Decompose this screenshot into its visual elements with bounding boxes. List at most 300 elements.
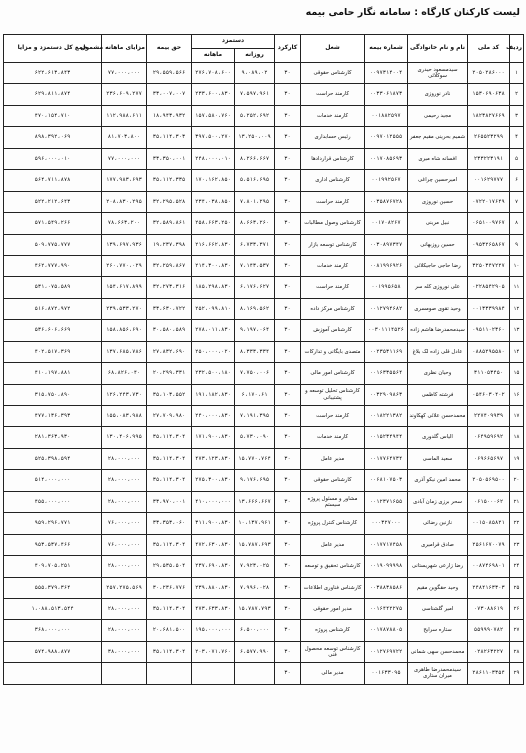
- employee-table: [3, 34, 524, 685]
- header-monthly: ماهانه: [192, 49, 235, 63]
- national-code-cell: ۰۰۱۵۰۸۵۸۲۱: [468, 513, 510, 534]
- table-row: [4, 513, 524, 534]
- insurance-number-cell: ۰۰۱۸۸۲۵۹۷: [365, 105, 408, 126]
- job-title-cell: کارشناس وصول مطالبات: [301, 213, 365, 234]
- daily-wage-cell: ۷،۹۹۶،۰۲۸: [235, 577, 275, 598]
- row-number-cell: ۱۳: [510, 320, 524, 341]
- monthly-wage-cell: ۲۳۹،۸۸۰،۸۳۰: [192, 577, 235, 598]
- full-name-cell: نازنین رضائی: [408, 513, 468, 534]
- workdays-cell: ۳۰: [275, 641, 301, 662]
- national-code-cell: ۰۷۳۰۸۸۶۱۹: [468, 598, 510, 619]
- row-number-cell: ۲۱: [510, 491, 524, 512]
- insurance-number-cell: ۰۰۱۲۳۷۱۶۵۵: [365, 491, 408, 512]
- monthly-wage-cell: ۲۷۸،۰۱۱،۸۳۰: [192, 320, 235, 341]
- total-pay-cell: ۴۷۷،۱۳۶،۳۹۳: [4, 406, 102, 427]
- workdays-cell: ۳۰: [275, 170, 301, 191]
- national-code-cell: ۰۶۵۱۰۰۹۷۶۷: [468, 213, 510, 234]
- header-insurance: شماره بیمه: [365, 35, 408, 63]
- full-name-cell: سحر برزی زمان آبادی: [408, 491, 468, 512]
- row-number-cell: ۲۴: [510, 556, 524, 577]
- total-pay-cell: ۴۱۰،۱۹۷،۸۸۱: [4, 363, 102, 384]
- daily-wage-cell: ۸،۱۶۹،۵۶۲: [235, 298, 275, 319]
- insurance-right-cell: ۳۳،۶۳۰،۷۲۲: [147, 298, 192, 319]
- daily-wage-cell: [235, 663, 275, 684]
- table-row: [4, 470, 524, 491]
- insurance-right-cell: ۲۹،۵۵۹،۵۶۶: [147, 63, 192, 84]
- monthly-benefits-cell: ۷۷،۰۰۰،۰۰۰: [102, 63, 147, 84]
- job-title-cell: کارشناس مرکز داده: [301, 298, 365, 319]
- monthly-benefits-cell: ۱۳۷،۶۸۵،۷۸۶: [102, 341, 147, 362]
- workdays-cell: ۳۰: [275, 384, 301, 405]
- national-code-cell: ۰۶۱۵۰۰۰۶۲: [468, 491, 510, 512]
- monthly-benefits-cell: ۱۵۵،۰۸۳،۹۸۸: [102, 406, 147, 427]
- row-number-cell: ۱۹: [510, 448, 524, 469]
- table-row: [4, 170, 524, 191]
- monthly-wage-cell: ۱۹۱،۱۸۲،۸۳۰: [192, 384, 235, 405]
- monthly-wage-cell: ۳۱۱،۹۰۰،۸۳۰: [192, 513, 235, 534]
- monthly-benefits-cell: ۱۵۴،۶۱۷،۸۹۹: [102, 277, 147, 298]
- full-name-cell: رضا زارعی شهریستانی: [408, 556, 468, 577]
- table-row: [4, 641, 524, 662]
- monthly-wage-cell: ۱۷۱،۹۰۰،۸۳۰: [192, 427, 235, 448]
- full-name-cell: نادر نوروزی: [408, 84, 468, 105]
- workdays-cell: ۳۰: [275, 470, 301, 491]
- row-number-cell: ۷: [510, 191, 524, 212]
- full-name-cell: محمدحسن سهی شمانی: [408, 641, 468, 662]
- total-pay-cell: ۸۹۸،۳۹۲،۰۶۹: [4, 127, 102, 148]
- workdays-cell: ۳۰: [275, 320, 301, 341]
- workdays-cell: ۳۰: [275, 363, 301, 384]
- insurance-number-cell: ۰۰۱۵۲۳۴۹۴۴: [365, 427, 408, 448]
- workdays-cell: ۳۰: [275, 234, 301, 255]
- monthly-benefits-cell: ۲۸،۰۰۰،۰۰۰: [102, 598, 147, 619]
- insurance-right-cell: ۲۷،۷۰۹،۹۸۰: [147, 406, 192, 427]
- insurance-number-cell: ۰۰۱۶۳۳۰۹۵: [365, 663, 408, 684]
- total-pay-cell: ۴۰۲،۵۱۷،۳۶۹: [4, 341, 102, 362]
- table-row: [4, 234, 524, 255]
- full-name-cell: افسانه شاه میری: [408, 148, 468, 169]
- total-pay-cell: ۹۵۹،۲۹۶،۷۷۱: [4, 513, 102, 534]
- national-code-cell: ۰۰۱۶۲۹۷۷۷: [468, 170, 510, 191]
- insurance-number-cell: ۰۰۱۲۷۶۹۷۲۲: [365, 641, 408, 662]
- header-job: شغل: [301, 35, 365, 63]
- row-number-cell: ۱۱: [510, 277, 524, 298]
- monthly-benefits-cell: ۶۸،۸۲۶،۰۴۰: [102, 363, 147, 384]
- table-row: [4, 127, 524, 148]
- monthly-wage-cell: ۲۳۷،۶۹۰،۸۳۰: [192, 556, 235, 577]
- workdays-cell: ۳۰: [275, 663, 301, 684]
- monthly-wage-cell: ۱۹۵،۰۰۰،۰۰۰: [192, 620, 235, 641]
- table-row: [4, 191, 524, 212]
- daily-wage-cell: ۹،۰۸۹،۰۲: [235, 63, 275, 84]
- insurance-number-cell: ۰۰۱۷۷۶۴۷۳۴: [365, 448, 408, 469]
- table-row: [4, 277, 524, 298]
- daily-wage-cell: ۱۳،۲۵۰،۰۰۹: [235, 127, 275, 148]
- national-code-cell: ۰۹۵۱۱۰۲۳۶۰: [468, 320, 510, 341]
- full-name-cell: محمدحسن علائی کهکاوند: [408, 406, 468, 427]
- table-row: [4, 406, 524, 427]
- monthly-wage-cell: ۲۴۸،۰۰۰،۰۱۰: [192, 148, 235, 169]
- monthly-wage-cell: ۴۷۳،۱۲۳،۸۳۰: [192, 448, 235, 469]
- insurance-right-cell: ۱۸،۹۴۳،۹۳۲: [147, 105, 192, 126]
- national-code-cell: ۳۱۱۰۵۳۴۵۰: [468, 363, 510, 384]
- table-row: [4, 620, 524, 641]
- workdays-cell: ۳۰: [275, 148, 301, 169]
- row-number-cell: ۱۶: [510, 384, 524, 405]
- monthly-benefits-cell: ۲۳۶،۶۰۹،۲۷۷: [102, 84, 147, 105]
- full-name-cell: سیدمحمدرضا هاشم زاده: [408, 320, 468, 341]
- row-number-cell: ۲: [510, 84, 524, 105]
- insurance-number-cell: ۰۰۳۰۸۹۷۳۴۷: [365, 234, 408, 255]
- job-title-cell: کارشناس پروژه: [301, 620, 365, 641]
- total-pay-cell: ۴۷۰،۱۵۴،۷۱۰: [4, 105, 102, 126]
- insurance-number-cell: ۰۰۸۱۹۹۶۹۲۶: [365, 255, 408, 276]
- insurance-number-cell: ۰۰۹۷۳۱۴۰۰۴: [365, 63, 408, 84]
- daily-wage-cell: ۶،۱۷۶،۶۲۷: [235, 277, 275, 298]
- table-row: [4, 341, 524, 362]
- insurance-right-cell: ۳۵،۱۰۳،۵۵۲: [147, 384, 192, 405]
- job-title-cell: کارمند حراست: [301, 277, 365, 298]
- job-title-cell: کارشناس حقوقی: [301, 470, 365, 491]
- insurance-right-cell: ۱۹،۲۳۷،۳۹۸: [147, 234, 192, 255]
- job-title-cell: مدیر مالی: [301, 663, 365, 684]
- workdays-cell: ۳۰: [275, 534, 301, 555]
- row-number-cell: ۶: [510, 170, 524, 191]
- document-title: لیست کارکنان کارگاه : سامانه نگار حامی بیمه: [305, 7, 520, 18]
- table-row: [4, 320, 524, 341]
- monthly-wage-cell: ۲۱۴،۳۰۰،۸۳۰: [192, 255, 235, 276]
- workdays-cell: ۳۰: [275, 298, 301, 319]
- total-pay-cell: [4, 663, 102, 684]
- insurance-right-cell: ۳۲،۲۷۳،۳۱۶: [147, 277, 192, 298]
- workdays-cell: ۳۰: [275, 491, 301, 512]
- insurance-right-cell: ۳۰،۲۳۶،۷۷۶: [147, 577, 192, 598]
- total-pay-cell: ۵۲۵،۳۹۸،۵۹۴: [4, 448, 102, 469]
- full-name-cell: امیرحسین چراغی: [408, 170, 468, 191]
- row-number-cell: ۱۰: [510, 255, 524, 276]
- job-title-cell: کارشناس قراردادها: [301, 148, 365, 169]
- monthly-wage-cell: ۲۵۲،۰۹۹،۸۱۰: [192, 298, 235, 319]
- daily-wage-cell: ۸،۳۳۳،۳۳۴: [235, 341, 275, 362]
- total-pay-cell: ۹۵۳،۵۳۷،۴۶۶: [4, 534, 102, 555]
- full-name-cell: سیدمسعود حیدری سوکلائی: [408, 63, 468, 84]
- full-name-cell: حسین نوروزی: [408, 191, 468, 212]
- table-row: [4, 598, 524, 619]
- table-row: [4, 427, 524, 448]
- insurance-number-cell: ۰۰۹۷۰۱۲۵۵۵: [365, 127, 408, 148]
- national-code-cell: ۲۲۷۴۰۹۹۳۹: [468, 406, 510, 427]
- monthly-benefits-cell: ۲۰۸،۸۳۰،۲۹۵: [102, 191, 147, 212]
- national-code-cell: ۰۷۲۲۰۱۷۶۴۹: [468, 191, 510, 212]
- monthly-wage-cell: ۳۹۷،۵۰۰،۲۷۰: [192, 127, 235, 148]
- row-number-cell: ۱۸: [510, 427, 524, 448]
- insurance-number-cell: ۰۰۳۰۱۱۱۴۵۲۶: [365, 320, 408, 341]
- row-number-cell: ۲۳: [510, 534, 524, 555]
- total-pay-cell: ۶۲۹،۸۱۱،۸۷۴: [4, 84, 102, 105]
- table-row: [4, 63, 524, 84]
- full-name-cell: مجید رحیمی: [408, 105, 468, 126]
- monthly-benefits-cell: ۷۸،۶۶۳،۲۰۰: [102, 213, 147, 234]
- daily-wage-cell: ۱۵،۷۷۰،۷۶۴: [235, 448, 275, 469]
- total-pay-cell: ۵۳۱،۰۷۵،۵۸۹: [4, 277, 102, 298]
- insurance-number-cell: ۰۰۱۶۴۴۲۲۷۵: [365, 598, 408, 619]
- job-title-cell: مدیر امور حقوقی: [301, 598, 365, 619]
- full-name-cell: صادق قرامیری: [408, 534, 468, 555]
- workdays-cell: ۳۰: [275, 127, 301, 148]
- national-code-cell: ۲۴۸۴۱۶۳۳۰۳: [468, 577, 510, 598]
- full-name-cell: شمیم بحرینی مقیم جعفر: [408, 127, 468, 148]
- monthly-benefits-cell: ۷۶،۰۰۰،۰۰۰: [102, 513, 147, 534]
- monthly-wage-cell: ۱۷۰،۱۶۲،۸۵۰: [192, 170, 235, 191]
- workdays-cell: ۳۰: [275, 63, 301, 84]
- monthly-benefits-cell: ۱۲۶،۲۴۳،۷۳۰: [102, 384, 147, 405]
- full-name-cell: وحید حقگوین مقیم: [408, 577, 468, 598]
- workdays-cell: ۳۰: [275, 191, 301, 212]
- insurance-right-cell: ۳۳،۹۷۰،۰۰۱: [147, 491, 192, 512]
- workdays-cell: ۳۰: [275, 105, 301, 126]
- insurance-number-cell: ۰۰۳۸۸۳۸۵۸۶: [365, 577, 408, 598]
- job-title-cell: کارشناس امور مالی: [301, 363, 365, 384]
- job-title-cell: کارمند حراست: [301, 84, 365, 105]
- daily-wage-cell: ۱۰،۱۳۷،۹۶۱: [235, 513, 275, 534]
- monthly-benefits-cell: ۲۸،۰۰۰،۰۰۰: [102, 470, 147, 491]
- job-title-cell: مدیر عامل: [301, 534, 365, 555]
- table-row: [4, 534, 524, 555]
- total-pay-cell: ۶۲۲،۶۱۳،۸۴۳: [4, 63, 102, 84]
- workdays-cell: ۳۰: [275, 255, 301, 276]
- total-pay-cell: ۴۵۵،۰۰۰،۰۰۰: [4, 491, 102, 512]
- national-code-cell: ۳۲۵۰۳۴۷۲۲۷: [468, 255, 510, 276]
- national-code-cell: ۱۸۲۳۸۲۷۶۶۹: [468, 105, 510, 126]
- job-title-cell: کارمند خدمات: [301, 105, 365, 126]
- table-row: [4, 577, 524, 598]
- national-code-cell: ۰۶۴۹۵۹۶۹۲: [468, 427, 510, 448]
- full-name-cell: ستاره سرایح: [408, 620, 468, 641]
- job-title-cell: کارشناس تحقیق و توسعه: [301, 556, 365, 577]
- daily-wage-cell: ۱۳،۶۶۶،۶۶۷: [235, 491, 275, 512]
- job-title-cell: کارمند حراست: [301, 191, 365, 212]
- daily-wage-cell: ۹،۱۷۶،۶۹۵: [235, 470, 275, 491]
- total-pay-cell: ۵۷۱،۵۴۹،۲۶۶: [4, 213, 102, 234]
- workdays-cell: ۳۰: [275, 427, 301, 448]
- national-code-cell: ۰۲۲۸۵۴۲۹۰۵: [468, 277, 510, 298]
- total-pay-cell: ۴۶۲،۷۷۷،۹۹۰: [4, 255, 102, 276]
- total-pay-cell: ۲۸۱،۳۶۳،۹۳۰: [4, 427, 102, 448]
- workdays-cell: ۳۰: [275, 213, 301, 234]
- table-row: [4, 298, 524, 319]
- table-row: [4, 255, 524, 276]
- insurance-number-cell: ۰۰۰۳۲۷۰۰۰: [365, 513, 408, 534]
- workdays-cell: ۳۰: [275, 598, 301, 619]
- job-title-cell: کارمند حراست: [301, 406, 365, 427]
- row-number-cell: ۱۴: [510, 341, 524, 362]
- insurance-right-cell: ۳۵،۱۱۴،۳۰۴: [147, 641, 192, 662]
- table-row: [4, 491, 524, 512]
- national-code-cell: ۰۵۴۶۰۳۰۴۰۲: [468, 384, 510, 405]
- insurance-right-cell: ۳۵،۱۱۴،۳۰۳: [147, 127, 192, 148]
- header-daily: روزانه: [235, 49, 275, 63]
- table-body: [4, 63, 524, 685]
- total-pay-cell: ۵۲۲،۲۱۲،۶۴۳: [4, 191, 102, 212]
- header-code: کد ملی: [468, 35, 510, 63]
- table-row: [4, 363, 524, 384]
- total-pay-cell: ۵۳۶،۶۰۶،۶۶۹: [4, 320, 102, 341]
- insurance-number-cell: ۰۰۳۳۰۶۱۸۷۳: [365, 84, 408, 105]
- full-name-cell: امیر گلشناسی: [408, 598, 468, 619]
- table-row: [4, 148, 524, 169]
- table-row: [4, 556, 524, 577]
- insurance-right-cell: ۳۰،۵۸۰،۵۸۹: [147, 320, 192, 341]
- row-number-cell: ۲۷: [510, 620, 524, 641]
- row-number-cell: ۲۲: [510, 513, 524, 534]
- job-title-cell: کارشناس اداری: [301, 170, 365, 191]
- monthly-wage-cell: ۴۷۲،۶۳۰،۸۳۰: [192, 534, 235, 555]
- job-title-cell: کارشناس تحلیل توسعه و پشتیبانی: [301, 384, 365, 405]
- monthly-wage-cell: ۲۱۶،۶۶۲،۸۳۰: [192, 234, 235, 255]
- national-code-cell: ۰۰۸۷۴۶۹۸۰۱: [468, 556, 510, 577]
- daily-wage-cell: ۶،۵۷۷،۹۹۰: [235, 641, 275, 662]
- table-row: [4, 84, 524, 105]
- national-code-cell: ۵۵۹۹۹۰۷۸۲: [468, 620, 510, 641]
- monthly-benefits-cell: ۲۸،۰۰۰،۰۰۰: [102, 620, 147, 641]
- insurance-right-cell: ۳۵،۱۱۴،۳۰۴: [147, 470, 192, 491]
- national-code-cell: ۰۰۱۳۳۳۹۹۸۴: [468, 298, 510, 319]
- header-insurance-right: حق بیمه: [147, 35, 192, 63]
- monthly-benefits-cell: ۲۶۰،۷۷۰،۰۲۹: [102, 255, 147, 276]
- workdays-cell: ۳۰: [275, 406, 301, 427]
- monthly-benefits-cell: ۱۳۰،۴۰۶،۹۹۵: [102, 427, 147, 448]
- full-name-cell: رضا حاجی حاجیکلائی: [408, 255, 468, 276]
- national-code-cell: ۰۶۹۶۶۵۶۹۷: [468, 448, 510, 469]
- total-pay-cell: ۵۹۶،۰۰۰،۰۱۰: [4, 148, 102, 169]
- national-code-cell: ۱۵۳۰۶۹۰۶۳۸: [468, 84, 510, 105]
- full-name-cell: وحیان نظری: [408, 363, 468, 384]
- daily-wage-cell: ۵،۷۳۰،۰۹۰: [235, 427, 275, 448]
- row-number-cell: ۱۲: [510, 298, 524, 319]
- insurance-right-cell: ۲۰،۲۹۹،۳۳۱: [147, 363, 192, 384]
- row-number-cell: ۵: [510, 148, 524, 169]
- monthly-benefits-cell: ۷۷،۰۰۰،۰۰۰: [102, 148, 147, 169]
- monthly-wage-cell: [192, 663, 235, 684]
- insurance-number-cell: ۰۰۱۹۹۲۵۶۷: [365, 170, 408, 191]
- insurance-right-cell: ۲۰،۶۸۱،۵۰۰: [147, 620, 192, 641]
- workdays-cell: ۳۰: [275, 84, 301, 105]
- monthly-benefits-cell: ۲۸،۰۰۰،۰۰۰: [102, 491, 147, 512]
- insurance-right-cell: ۳۵،۱۱۲،۳۳۵: [147, 170, 192, 191]
- total-pay-cell: ۴۰۹،۷۰۵،۲۵۱: [4, 556, 102, 577]
- monthly-benefits-cell: ۱۵۸،۸۵۶،۶۹۰: [102, 320, 147, 341]
- row-number-cell: ۱: [510, 63, 524, 84]
- monthly-benefits-cell: ۲۵۷،۲۷۵،۵۶۹: [102, 577, 147, 598]
- national-code-cell: ۲۵۶۱۶۷۰۰۷۹: [468, 534, 510, 555]
- full-name-cell: فرشته کاظمی: [408, 384, 468, 405]
- insurance-right-cell: ۳۲،۲۹۵،۵۲۸: [147, 191, 192, 212]
- full-name-cell: سیدمحمدرضا طاهری میران ستاری: [408, 663, 468, 684]
- insurance-right-cell: ۳۵،۱۱۴،۳۰۴: [147, 534, 192, 555]
- job-title-cell: مشاور و مسئول پروژه سیستم: [301, 491, 365, 512]
- table-row: [4, 384, 524, 405]
- monthly-benefits-cell: ۱۳۹،۶۹۷،۹۳۶: [102, 234, 147, 255]
- insurance-right-cell: ۳۲،۵۸۹،۸۶۱: [147, 213, 192, 234]
- workdays-cell: ۳۰: [275, 577, 301, 598]
- monthly-wage-cell: ۲۳۲،۵۰۰،۱۸۰: [192, 363, 235, 384]
- job-title-cell: کارشناس توسعه بازار: [301, 234, 365, 255]
- national-code-cell: ۰۲۸۲۶۳۲۲۷: [468, 641, 510, 662]
- full-name-cell: عادل قلی زاده لک بلاغ: [408, 341, 468, 362]
- total-pay-cell: ۳۶۸،۰۰۰،۰۰۰: [4, 620, 102, 641]
- table-row: [4, 448, 524, 469]
- total-pay-cell: ۵۱۴،۰۰۰،۰۰۰: [4, 470, 102, 491]
- job-title-cell: مدیر عامل: [301, 448, 365, 469]
- header-workdays: کارکرد: [275, 35, 301, 63]
- workdays-cell: ۳۰: [275, 448, 301, 469]
- insurance-number-cell: ۰۰۱۸۲۲۱۳۸۲: [365, 406, 408, 427]
- monthly-wage-cell: ۴۷۳،۶۳۳،۸۳۰: [192, 598, 235, 619]
- row-number-cell: ۲۵: [510, 577, 524, 598]
- daily-wage-cell: ۶،۵۰۰،۰۰۰: [235, 620, 275, 641]
- national-code-cell: ۲۸۶۱۱۰۳۳۵۴: [468, 663, 510, 684]
- row-number-cell: ۹: [510, 234, 524, 255]
- workdays-cell: ۳۰: [275, 513, 301, 534]
- job-title-cell: کارشناس حقوقی: [301, 63, 365, 84]
- total-pay-cell: ۵۶۴،۷۱۱،۸۷۸: [4, 170, 102, 191]
- insurance-right-cell: ۳۵،۱۱۴،۳۰۴: [147, 448, 192, 469]
- monthly-wage-cell: ۱۸۵،۲۹۸،۸۳۰: [192, 277, 235, 298]
- full-name-cell: وحید تقوی صومسری: [408, 298, 468, 319]
- job-title-cell: متصدی بایگانی و تدارکات: [301, 341, 365, 362]
- total-pay-cell: ۳۱۵،۷۵۰،۸۹۰: [4, 384, 102, 405]
- row-number-cell: ۲۶: [510, 598, 524, 619]
- total-pay-cell: ۵۰۹،۷۷۵،۷۷۷: [4, 234, 102, 255]
- job-title-cell: کارمند خدمات: [301, 255, 365, 276]
- job-title-cell: کارشناس آموزش: [301, 320, 365, 341]
- insurance-right-cell: ۲۹،۵۳۵،۵۰۴: [147, 556, 192, 577]
- monthly-wage-cell: ۴۱۰،۰۰۰،۰۰۰: [192, 491, 235, 512]
- daily-wage-cell: ۹،۱۹۷،۰۶۴: [235, 320, 275, 341]
- insurance-number-cell: ۰۰۱۷۸۷۸۸۰۵: [365, 620, 408, 641]
- total-pay-cell: ۱،۰۸۸،۵۱۳،۵۴۴: [4, 598, 102, 619]
- national-code-cell: ۲۰۵۰۵۶۹۵۰۰: [468, 470, 510, 491]
- insurance-right-cell: [147, 663, 192, 684]
- row-number-cell: ۲۸: [510, 641, 524, 662]
- header-wage: دستمزد: [192, 35, 275, 49]
- header-name: نام و نام خانوادگی: [408, 35, 468, 63]
- daily-wage-cell: ۵،۲۵۲،۶۹۲: [235, 105, 275, 126]
- daily-wage-cell: ۷،۱۹۱،۳۹۵: [235, 406, 275, 427]
- monthly-benefits-cell: ۲۳۹،۵۳۳،۲۷۰: [102, 298, 147, 319]
- header-row: ردیف: [510, 35, 524, 63]
- full-name-cell: نبیل مرینی: [408, 213, 468, 234]
- insurance-right-cell: ۳۲،۲۵۹،۸۶۷: [147, 255, 192, 276]
- workdays-cell: ۳۰: [275, 620, 301, 641]
- workdays-cell: ۳۰: [275, 341, 301, 362]
- insurance-number-cell: ۰۰۳۵۸۷۶۷۲۸: [365, 191, 408, 212]
- row-number-cell: ۳: [510, 105, 524, 126]
- daily-wage-cell: ۷،۸۰۱،۲۹۵: [235, 191, 275, 212]
- daily-wage-cell: ۸،۲۶۶،۶۶۷: [235, 148, 275, 169]
- monthly-benefits-cell: ۲۸،۰۰۰،۰۰۰: [102, 556, 147, 577]
- full-name-cell: حسین روزبهانی: [408, 234, 468, 255]
- monthly-benefits-cell: [102, 663, 147, 684]
- insurance-right-cell: ۳۳،۳۵۳،۰۶۰: [147, 513, 192, 534]
- job-title-cell: کارمند خدمات: [301, 427, 365, 448]
- table-row: [4, 105, 524, 126]
- row-number-cell: ۴: [510, 127, 524, 148]
- workdays-cell: ۳۰: [275, 277, 301, 298]
- job-title-cell: رئیس حسابداری: [301, 127, 365, 148]
- insurance-number-cell: ۰۰۱۷۷۱۷۴۵۸: [365, 534, 408, 555]
- monthly-wage-cell: ۲۵۸،۶۶۳،۲۵۰: [192, 213, 235, 234]
